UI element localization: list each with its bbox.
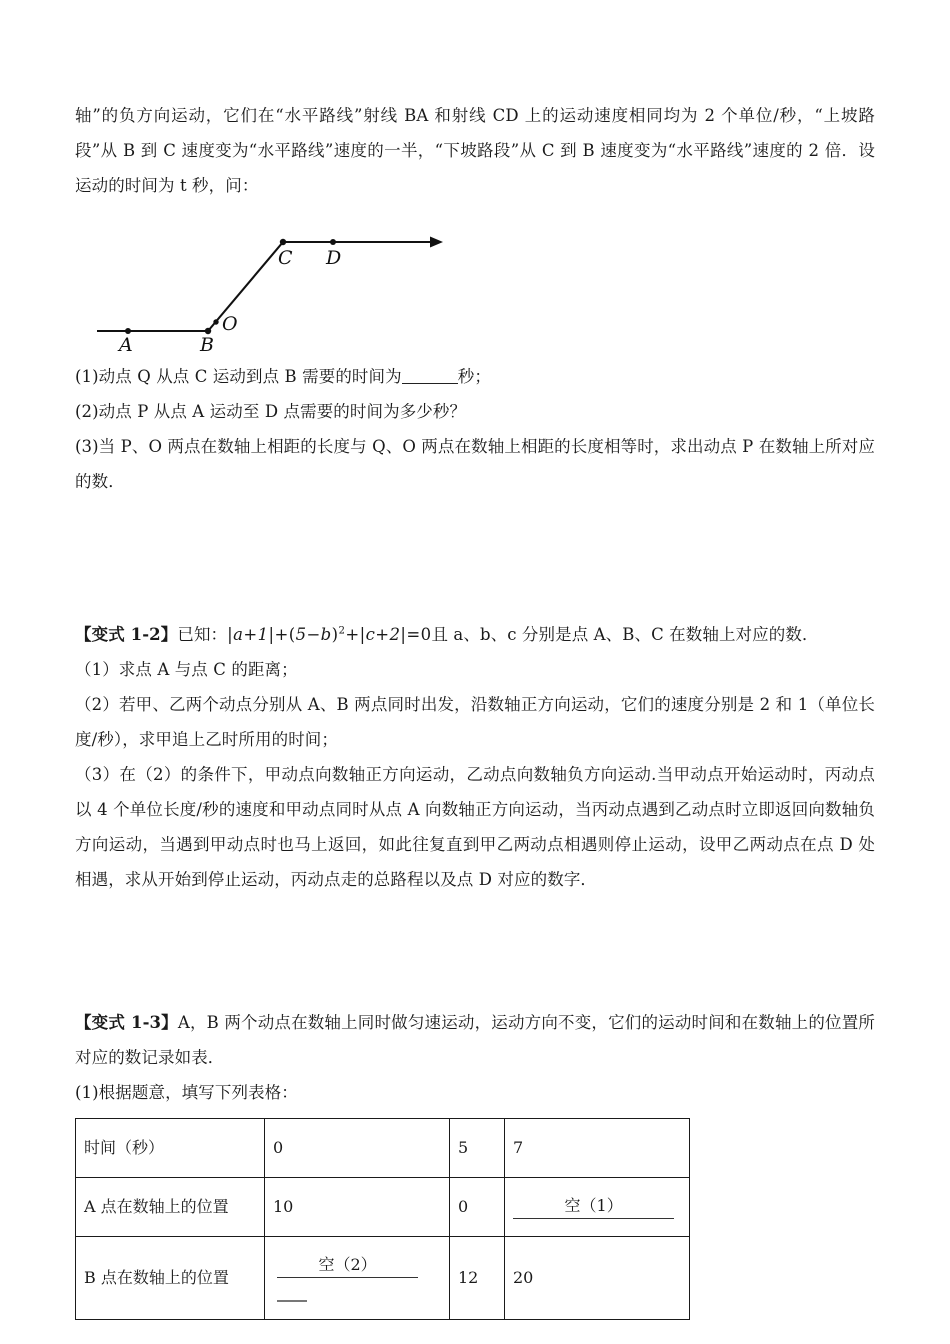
spacer-after-question-1 <box>75 499 875 617</box>
variant-1-2-heading: 【变式 1-2】 <box>75 625 178 644</box>
formula-five-minus-b: 5−b <box>295 625 332 644</box>
cell-time-0: 0 <box>265 1119 450 1178</box>
variant-1-2-item-1: （1）求点 A 与点 C 的距离； <box>75 660 298 679</box>
variant-1-3-heading: 【变式 1-3】 <box>75 1013 178 1032</box>
point-D-label: D <box>326 247 342 269</box>
formula-abs1-open: | <box>227 625 234 644</box>
cell-b-at-5: 12 <box>450 1237 505 1320</box>
point-B-label: B <box>200 334 214 356</box>
variant-1-3-body: A，B 两个动点在数轴上同时做匀速运动，运动方向不变，它们的运动时间和在数轴上的位置所对应的数记录如表． <box>75 1013 875 1067</box>
formula-plus-1: + <box>274 625 289 644</box>
point-O-label: O <box>222 313 238 335</box>
arrow-head-icon <box>430 237 443 248</box>
formula-abs1-close: | <box>268 625 275 644</box>
formula-c-plus-2: c+2 <box>365 625 401 644</box>
question-3-line: (3)当 P、O 两点在数轴上相距的长度与 Q、O 两点在数轴上相距的长度相等时，求出动点 P 在数轴上所对应的数． <box>75 437 875 491</box>
cell-b-at-7: 20 <box>505 1237 690 1320</box>
cell-time-5: 5 <box>450 1119 505 1178</box>
answer-blank-2[interactable]: 空（2） <box>277 1254 418 1278</box>
point-O-dot <box>213 319 218 324</box>
row-label-time: 时间（秒） <box>76 1119 265 1178</box>
row-label-point-b: B 点在数轴上的位置 <box>76 1237 265 1320</box>
point-C-label: C <box>278 247 293 269</box>
row-label-point-a: A 点在数轴上的位置 <box>76 1178 265 1237</box>
point-D-dot <box>330 239 336 245</box>
formula-paren-close: ) <box>331 625 339 644</box>
variant-1-2-heading-line <box>75 617 875 652</box>
question-1-line <box>75 359 875 394</box>
variant-1-2-item-2: （2）若甲、乙两个动点分别从 A、B 两点同时出发，沿数轴正方向运动，它们的速度分别是 2 和 1（单位长度/秒），求甲追上乙时所用的时间； <box>75 695 875 749</box>
question-1-suffix: 秒； <box>457 367 491 386</box>
document-content <box>75 98 875 1320</box>
variant-1-2-item-3: （3）在（2）的条件下，甲动点向数轴正方向运动，乙动点向数轴负方向运动.当甲动点开始运动时，丙动点以 4 个单位长度/秒的速度和甲动点同时从点 A 向数轴正方向运动，当丙动点遇到乙动点时立即返回向数轴负方向运动，当遇到甲动点时也马上返回，如此往复直到甲乙两动点相遇则停止运动，设甲乙两动点在点 D 处相遇，求从开始到停止运动，丙动点走的总路程以及点 D 对应的数字． <box>75 765 875 889</box>
formula-equals-zero: =0 <box>406 625 432 644</box>
question-1-text: (1)动点 Q 从点 C 运动到点 B 需要的时间为 <box>75 367 402 386</box>
question-2-line: (2)动点 P 从点 A 运动至 D 点需要的时间为多少秒？ <box>75 402 467 421</box>
variant-1-2-given-label: 已知： <box>177 625 228 644</box>
variant-1-2-formula <box>227 625 431 644</box>
table-container <box>75 1118 875 1320</box>
formula-abs2-close: | <box>400 625 407 644</box>
cell-a-at-0: 10 <box>265 1178 450 1237</box>
spacer-after-variant-1-2 <box>75 897 875 1005</box>
formula-abs2-open: | <box>359 625 366 644</box>
position-time-table <box>75 1118 690 1320</box>
cell-time-7: 7 <box>505 1119 690 1178</box>
cell-a-at-7[interactable] <box>505 1178 690 1237</box>
segment-BC <box>208 242 283 331</box>
answer-blank-2-stub <box>277 1300 307 1302</box>
variant-1-3-subitem: (1)根据题意，填写下列表格： <box>75 1083 298 1102</box>
variant-1-3-heading-line <box>75 1005 875 1075</box>
cell-a-at-5: 0 <box>450 1178 505 1237</box>
formula-paren-open: ( <box>288 625 296 644</box>
point-C-dot <box>280 239 286 245</box>
variant-1-2-tail: 且 a、b、c 分别是点 A、B、C 在数轴上对应的数． <box>431 625 819 644</box>
table-row-time <box>76 1119 690 1178</box>
path-diagram-svg <box>75 209 545 349</box>
formula-plus-2: + <box>345 625 360 644</box>
answer-blank-q1[interactable] <box>402 369 458 384</box>
point-A-label: A <box>119 334 133 356</box>
table-row-point-a <box>76 1178 690 1237</box>
answer-blank-1[interactable]: 空（1） <box>513 1195 674 1219</box>
intro-paragraph: 轴”的负方向运动，它们在“水平路线”射线 BA 和射线 CD 上的运动速度相同均为 2 个单位/秒，“上坡路段”从 B 到 C 速度变为“水平路线”速度的一半，“下坡路段”从 C 到 B 速度变为“水平路线”速度的 2 倍．设运动的时间为 t 秒，问： <box>75 106 875 195</box>
formula-a-plus-1: a+1 <box>233 625 269 644</box>
formula-exponent: 2 <box>338 625 346 637</box>
table-row-point-b <box>76 1237 690 1320</box>
diagram-container <box>75 209 875 357</box>
cell-b-at-0[interactable] <box>265 1237 450 1320</box>
